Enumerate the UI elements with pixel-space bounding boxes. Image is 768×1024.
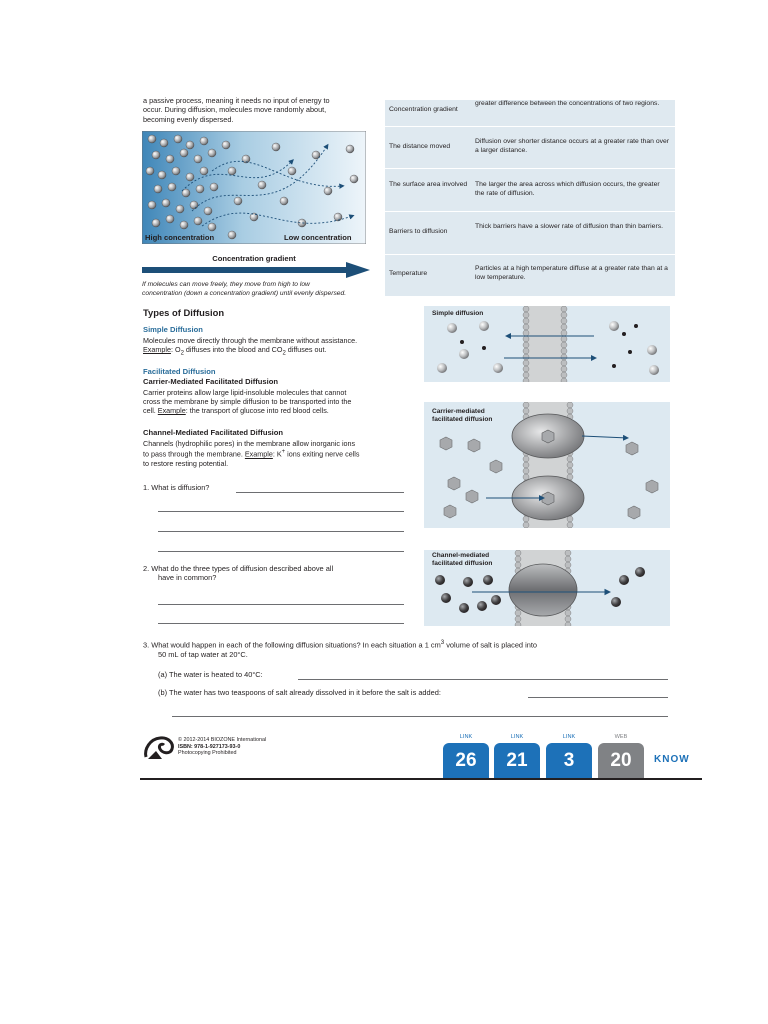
facilitated-diffusion-heading: Facilitated Diffusion: [143, 367, 216, 376]
phospholipid-head-icon: [565, 610, 571, 616]
molecule-icon: [190, 201, 198, 209]
channel-text: [143, 439, 415, 468]
superscript: 3: [440, 639, 445, 646]
phospholipid-head-icon: [561, 324, 567, 330]
phospholipid-head-icon: [515, 562, 521, 568]
copyright-text: © 2012-2014 BIOZONE International: [178, 737, 267, 743]
molecule-icon: [152, 219, 160, 227]
molecule-icon: [154, 185, 162, 193]
molecule-icon: [152, 151, 160, 159]
text-line: to restore resting potential.: [143, 458, 229, 468]
intro-paragraph: [143, 96, 373, 124]
phospholipid-head-icon: [523, 456, 529, 462]
simple-diffusion-heading: Simple Diffusion: [143, 325, 203, 334]
text-line: [143, 406, 413, 415]
question-1: 1. What is diffusion?: [143, 483, 210, 492]
phospholipid-head-icon: [567, 474, 573, 480]
effect-cell: Particles at a high temperature diffuse at a greater rate than at a low temperature.: [475, 265, 668, 281]
phospholipid-head-icon: [515, 610, 521, 616]
molecule-icon: [346, 145, 354, 153]
molecule-icon: [208, 149, 216, 157]
factor-cell: Concentration gradient: [389, 106, 458, 113]
phospholipid-head-icon: [561, 360, 567, 366]
phospholipid-head-icon: [567, 402, 573, 408]
phospholipid-head-icon: [565, 550, 571, 556]
table-row: [385, 169, 675, 212]
text-fragment: diffuses out.: [285, 345, 327, 355]
phospholipid-head-icon: [523, 342, 529, 348]
molecule-icon: [222, 141, 230, 149]
molecule-icon: [186, 173, 194, 181]
effect-cell: greater difference between the concentrations of two regions.: [475, 100, 660, 107]
answer-line[interactable]: [158, 531, 404, 532]
link-tab-21[interactable]: 21: [494, 743, 540, 779]
intro-line: a passive process, meaning it needs no input of energy to: [143, 96, 330, 105]
molecule-icon: [228, 231, 236, 239]
factor-cell: The distance moved: [389, 143, 451, 150]
factor-cell: Temperature: [389, 270, 428, 277]
molecule-icon: [160, 139, 168, 147]
phospholipid-head-icon: [515, 556, 521, 562]
phospholipid-head-icon: [523, 354, 529, 360]
phospholipid-head-icon: [561, 342, 567, 348]
channel-heading: Channel-Mediated Facilitated Diffusion: [143, 428, 284, 437]
panel-label-line: facilitated diffusion: [432, 560, 493, 567]
question-3a: (a) The water is heated to 40°C:: [158, 670, 263, 679]
gradient-arrow-icon: [142, 262, 370, 278]
molecule-icon: [280, 197, 288, 205]
phospholipid-head-icon: [523, 318, 529, 324]
panel-label-line: Carrier-mediated: [432, 408, 485, 415]
phospholipid-head-icon: [561, 306, 567, 312]
question-line: [143, 638, 673, 650]
phospholipid-head-icon: [561, 354, 567, 360]
molecule-icon: [258, 181, 266, 189]
phospholipid-head-icon: [523, 366, 529, 372]
molecule-icon: [174, 135, 182, 143]
link-tab-3[interactable]: 3: [546, 743, 592, 779]
phospholipid-head-icon: [523, 378, 529, 382]
molecule-icon: [166, 215, 174, 223]
phospholipid-head-icon: [561, 348, 567, 354]
effect-cell: The larger the area across which diffusion occurs, the greater the rate of diffusion.: [475, 181, 660, 197]
section-heading: Types of Diffusion: [143, 307, 225, 318]
phospholipid-head-icon: [565, 562, 571, 568]
phospholipid-head-icon: [561, 366, 567, 372]
question-3: [143, 638, 673, 659]
molecule-icon: [172, 167, 180, 175]
caption-line: If molecules can move freely, they move from high to low: [142, 281, 310, 288]
carrier-diffusion-panel: [424, 402, 670, 528]
phospholipid-head-icon: [567, 456, 573, 462]
molecule-icon: [196, 185, 204, 193]
text-fragment: : the transport of glucose into red blood cells.: [185, 406, 329, 416]
text-line: [143, 448, 415, 459]
text-fragment: : K: [272, 449, 282, 459]
molecule-icon: [234, 197, 242, 205]
isbn-text: ISBN: 978-1-927173-93-0: [178, 743, 241, 750]
molecule-icon: [200, 137, 208, 145]
molecule-icon: [200, 167, 208, 175]
channel-diffusion-diagram: [424, 550, 670, 626]
tab-caption: LINK: [459, 734, 473, 740]
question-line: 2. What do the three types of diffusion described above all: [143, 564, 334, 573]
text-fragment: : O: [170, 345, 181, 355]
answer-line[interactable]: [236, 492, 404, 493]
biozone-logo-icon: [142, 735, 176, 761]
answer-line[interactable]: [158, 604, 404, 605]
simple-diffusion-diagram: [424, 306, 670, 382]
factor-cell: The surface area involved: [389, 181, 468, 188]
effect-cell: Diffusion over shorter distance occurs at a greater rate than over a larger distance.: [475, 138, 670, 154]
answer-line[interactable]: [172, 716, 668, 717]
text-line: [143, 345, 413, 359]
phospholipid-head-icon: [523, 372, 529, 378]
molecule-icon: [180, 221, 188, 229]
molecule-icon: [162, 199, 170, 207]
link-tab-26[interactable]: 26: [443, 743, 489, 779]
phospholipid-head-icon: [515, 616, 521, 622]
phospholipid-head-icon: [561, 378, 567, 382]
molecule-icon: [180, 149, 188, 157]
molecule-icon: [194, 155, 202, 163]
phospholipid-head-icon: [561, 312, 567, 318]
phospholipid-head-icon: [523, 336, 529, 342]
phospholipid-head-icon: [523, 348, 529, 354]
phospholipid-head-icon: [523, 324, 529, 330]
tab-caption: LINK: [510, 734, 524, 740]
carrier-text: [143, 388, 413, 416]
low-concentration-label: Low concentration: [284, 233, 352, 242]
phospholipid-head-icon: [515, 622, 521, 626]
molecule-icon: [288, 167, 296, 175]
carrier-diffusion-diagram: [424, 402, 670, 528]
molecule-icon: [186, 141, 194, 149]
molecule-icon: [324, 187, 332, 195]
phospholipid-head-icon: [523, 306, 529, 312]
phospholipid-head-icon: [561, 336, 567, 342]
example-word: Example: [143, 345, 171, 355]
molecule-icon: [168, 183, 176, 191]
answer-line[interactable]: [158, 511, 404, 512]
molecule-icon: [148, 135, 156, 143]
phospholipid-head-icon: [567, 462, 573, 468]
carrier-heading: Carrier-Mediated Facilitated Diffusion: [143, 377, 279, 386]
channel-diffusion-panel: [424, 550, 670, 626]
molecule-icon: [146, 167, 154, 175]
subscript: 2: [282, 350, 286, 357]
molecule-icon: [204, 207, 212, 215]
text-fragment: diffuses into the blood and CO: [183, 345, 283, 355]
text-fragment: cell.: [143, 406, 158, 416]
text-fragment: volume of salt is placed into: [444, 640, 538, 650]
phospholipid-head-icon: [523, 408, 529, 414]
question-line: 50 mL of tap water at 20°C.: [158, 649, 248, 659]
phospholipid-head-icon: [523, 402, 529, 408]
notice-text: Photocopying Prohibited: [178, 750, 237, 757]
footer-rule: [140, 778, 702, 780]
effect-cell: Thick barriers have a slower rate of diffusion than thin barriers.: [475, 223, 664, 230]
text-line: Molecules move directly through the membrane without assistance.: [143, 336, 358, 345]
table-row: [385, 127, 675, 169]
phospholipid-head-icon: [565, 556, 571, 562]
question-3b: (b) The water has two teaspoons of salt already dissolved in it before the salt is added:: [158, 688, 441, 697]
question-line: have in common?: [158, 573, 217, 583]
footer-publisher-info: [178, 737, 266, 757]
molecule-icon: [158, 171, 166, 179]
subscript: 2: [180, 350, 184, 357]
panel-label-line: Channel-mediated: [432, 552, 490, 559]
know-label: KNOW: [654, 754, 690, 765]
answer-line[interactable]: [528, 697, 668, 698]
answer-line[interactable]: [158, 623, 404, 624]
simple-diffusion-text: [143, 336, 413, 359]
tab-caption: WEB: [614, 734, 628, 740]
molecule-icon: [228, 167, 236, 175]
molecule-icon: [166, 155, 174, 163]
phospholipid-head-icon: [561, 318, 567, 324]
text-fragment: to pass through the membrane.: [143, 449, 245, 459]
tab-caption: LINK: [562, 734, 576, 740]
phospholipid-head-icon: [567, 468, 573, 474]
text-fragment: 3. What would happen in each of the following diffusion situations? In each situation a 1 cm: [143, 640, 441, 650]
table-row: [385, 212, 675, 255]
diffusion-factors-table: [385, 100, 675, 296]
molecule-icon: [208, 223, 216, 231]
phospholipid-head-icon: [561, 330, 567, 336]
phospholipid-head-icon: [565, 622, 571, 626]
gradient-arrow-label: Concentration gradient: [212, 254, 296, 263]
intro-line: becoming evenly dispersed.: [143, 114, 234, 124]
phospholipid-head-icon: [523, 360, 529, 366]
molecule-icon: [272, 143, 280, 151]
caption-line: concentration (down a concentration gradient) until evenly dispersed.: [142, 289, 347, 297]
molecule-icon: [210, 183, 218, 191]
answer-line[interactable]: [158, 551, 404, 552]
phospholipid-head-icon: [561, 372, 567, 378]
panel-label-line: facilitated diffusion: [432, 416, 493, 423]
factor-cell: Barriers to diffusion: [389, 228, 448, 235]
table-row: [385, 255, 675, 296]
web-tab-20[interactable]: 20: [598, 743, 644, 779]
molecule-icon: [176, 205, 184, 213]
example-word: Example: [157, 406, 186, 416]
molecule-icon: [194, 217, 202, 225]
phospholipid-head-icon: [567, 408, 573, 414]
simple-diffusion-panel: [424, 306, 670, 382]
molecule-icon: [350, 175, 358, 183]
table-row: [385, 100, 675, 127]
phospholipid-head-icon: [523, 330, 529, 336]
text-fragment: ions exiting nerve cells: [285, 449, 360, 459]
phospholipid-head-icon: [523, 522, 529, 528]
phospholipid-head-icon: [565, 616, 571, 622]
text-line: cross the membrane by simple diffusion to be transported into the: [143, 397, 352, 407]
answer-line[interactable]: [298, 679, 668, 680]
high-concentration-label: High concentration: [145, 233, 215, 242]
superscript: +: [281, 449, 286, 456]
intro-line: occur. During diffusion, molecules move randomly about,: [143, 105, 327, 115]
panel-label: Simple diffusion: [432, 310, 484, 317]
phospholipid-head-icon: [523, 516, 529, 522]
text-line: Carrier proteins allow large lipid-insoluble molecules that cannot: [143, 388, 347, 397]
molecule-icon: [148, 201, 156, 209]
phospholipid-head-icon: [523, 312, 529, 318]
gradient-caption: [142, 281, 387, 298]
question-2: [143, 564, 413, 583]
example-word: Example: [244, 449, 273, 459]
text-line: Channels (hydrophilic pores) in the membrane allow inorganic ions: [143, 439, 356, 448]
phospholipid-head-icon: [523, 468, 529, 474]
phospholipid-head-icon: [523, 462, 529, 468]
concentration-gradient-illustration: [142, 131, 366, 244]
phospholipid-head-icon: [515, 550, 521, 556]
phospholipid-head-icon: [567, 516, 573, 522]
phospholipid-head-icon: [567, 522, 573, 528]
phospholipid-head-icon: [523, 474, 529, 480]
